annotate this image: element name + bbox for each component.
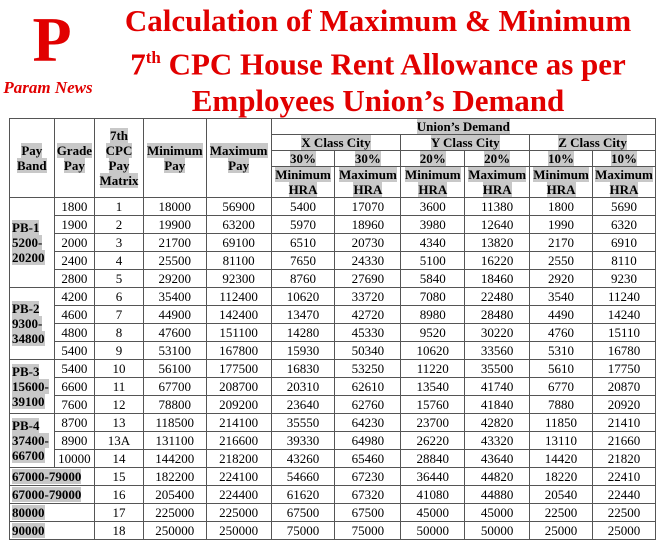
table-cell: 22410 [592,468,655,486]
table-row [10,306,656,324]
table-cell: 15930 [271,342,335,360]
table-cell: 167800 [206,342,271,360]
table-cell: 7880 [530,396,593,414]
table-cell: 53100 [143,342,206,360]
header-rate: 20% [401,151,465,167]
header-maximum-pay: Maximum Pay [206,119,271,198]
table-cell: 214100 [206,414,271,432]
table-cell: 35550 [271,414,335,432]
table-cell: 30220 [465,324,530,342]
table-cell: 112400 [206,288,271,306]
table-cell: 11240 [592,288,655,306]
header-min-hra: Minimum HRA [401,167,465,198]
table-cell: 13110 [530,432,593,450]
header-rate: 30% [271,151,335,167]
table-cell: 3 [95,234,144,252]
header-minimum-pay: Minimum Pay [143,119,206,198]
table-cell: 41840 [465,396,530,414]
table-cell: 250000 [206,522,271,540]
table-cell: 43640 [465,450,530,468]
table-cell: 6770 [530,378,593,396]
pay-band-label: 80000 [10,504,95,522]
table-cell: 5100 [401,252,465,270]
table-cell: 45000 [465,504,530,522]
logo-letter: P [32,4,72,75]
table-cell: 22440 [592,486,655,504]
title-line-3: Employees Union’s Demand [191,83,565,119]
header-pay-matrix: 7th CPC Pay Matrix [95,119,144,198]
table-cell: 25500 [143,252,206,270]
table-cell: 4 [95,252,144,270]
table-row [10,234,656,252]
table-cell: 25000 [592,522,655,540]
table-cell: 50340 [335,342,401,360]
table-row [10,486,656,504]
table-cell: 8110 [592,252,655,270]
table-cell: 2000 [54,234,95,252]
table-cell: 18960 [335,216,401,234]
table-cell: 9230 [592,270,655,288]
table-cell: 10620 [271,288,335,306]
table-cell: 1800 [530,198,593,216]
table-cell: 67230 [335,468,401,486]
table-cell: 23700 [401,414,465,432]
table-cell: 21410 [592,414,655,432]
table-cell: 10 [95,360,144,378]
table-cell: 75000 [335,522,401,540]
header-max-hra: Maximum HRA [465,167,530,198]
table-cell: 1990 [530,216,593,234]
table-cell: 64230 [335,414,401,432]
header-rate: 10% [592,151,655,167]
table-row [10,432,656,450]
table-cell: 12640 [465,216,530,234]
table-cell: 81100 [206,252,271,270]
table-row [10,270,656,288]
table-cell: 21700 [143,234,206,252]
title-line-1: Calculation of Maximum & Minimum [124,3,632,38]
table-cell: 29200 [143,270,206,288]
table-cell: 3600 [401,198,465,216]
table-cell: 5400 [271,198,335,216]
table-cell: 62610 [335,378,401,396]
header-rate: 10% [530,151,593,167]
table-cell: 224400 [206,486,271,504]
table-cell: 45330 [335,324,401,342]
table-cell: 1800 [54,198,95,216]
table-cell: 41080 [401,486,465,504]
table-row [10,396,656,414]
table-cell: 61620 [271,486,335,504]
table-row [10,378,656,396]
table-cell: 8760 [271,270,335,288]
table-cell: 67500 [335,504,401,522]
table-cell: 17 [95,504,144,522]
table-cell: 28480 [465,306,530,324]
table-cell: 250000 [143,522,206,540]
table-row [10,522,656,540]
table-row [10,252,656,270]
table-cell: 42820 [465,414,530,432]
table-cell: 11220 [401,360,465,378]
table-cell: 62760 [335,396,401,414]
table-cell: 23640 [271,396,335,414]
table-cell: 44820 [465,468,530,486]
pay-band-label: 67000-79000 [10,468,95,486]
table-cell: 63200 [206,216,271,234]
table-cell: 3980 [401,216,465,234]
table-cell: 92300 [206,270,271,288]
table-cell: 6600 [54,378,95,396]
table-cell: 10000 [54,450,95,468]
table-cell: 4800 [54,324,95,342]
table-cell: 27690 [335,270,401,288]
table-row [10,360,656,378]
table-cell: 78800 [143,396,206,414]
table-cell: 208700 [206,378,271,396]
header-rate: 30% [335,151,401,167]
table-cell: 11850 [530,414,593,432]
table-cell: 4490 [530,306,593,324]
table-cell: 7 [95,306,144,324]
table-cell: 21820 [592,450,655,468]
table-cell: 18460 [465,270,530,288]
table-cell: 21660 [592,432,655,450]
table-row [10,324,656,342]
table-cell: 56100 [143,360,206,378]
table-cell: 131100 [143,432,206,450]
table-cell: 225000 [143,504,206,522]
table-cell: 8980 [401,306,465,324]
table-cell: 5310 [530,342,593,360]
table-cell: 182200 [143,468,206,486]
table-cell: 20920 [592,396,655,414]
table-cell: 16 [95,486,144,504]
table-cell: 22500 [530,504,593,522]
table-cell: 20870 [592,378,655,396]
table-cell: 53250 [335,360,401,378]
table-cell: 6510 [271,234,335,252]
header-max-hra: Maximum HRA [592,167,655,198]
header-pay-band: Pay Band [10,119,55,198]
table-cell: 11380 [465,198,530,216]
table-cell: 75000 [271,522,335,540]
table-cell: 6320 [592,216,655,234]
table-cell: 8700 [54,414,95,432]
table-cell: 2920 [530,270,593,288]
table-cell: 16220 [465,252,530,270]
header-max-hra: Maximum HRA [335,167,401,198]
table-cell: 5 [95,270,144,288]
table-cell: 13470 [271,306,335,324]
page-title [98,2,658,119]
table-cell: 67320 [335,486,401,504]
table-cell: 39330 [271,432,335,450]
table-cell: 4340 [401,234,465,252]
table-cell: 20310 [271,378,335,396]
table-cell: 4760 [530,324,593,342]
header-min-hra: Minimum HRA [271,167,335,198]
header-union-demand: Union’s Demand [271,119,655,135]
table-cell: 41740 [465,378,530,396]
table-cell: 15 [95,468,144,486]
table-cell: 218200 [206,450,271,468]
table-row [10,288,656,306]
table-row [10,198,656,216]
pay-band-label: 67000-79000 [10,486,95,504]
header-z-city: Z Class City [530,135,656,151]
table-cell: 20730 [335,234,401,252]
table-cell: 18220 [530,468,593,486]
table-cell: 14420 [530,450,593,468]
table-row [10,342,656,360]
table-cell: 14240 [592,306,655,324]
table-cell: 216600 [206,432,271,450]
table-cell: 15110 [592,324,655,342]
table-cell: 6910 [592,234,655,252]
table-cell: 13540 [401,378,465,396]
table-cell: 224100 [206,468,271,486]
table-cell: 47600 [143,324,206,342]
table-cell: 54660 [271,468,335,486]
table-body [10,198,656,540]
table-cell: 69100 [206,234,271,252]
table-row [10,450,656,468]
table-cell: 11 [95,378,144,396]
table-cell: 9520 [401,324,465,342]
hra-table [9,118,656,540]
table-cell: 67700 [143,378,206,396]
table-row [10,216,656,234]
table-cell: 24330 [335,252,401,270]
table-cell: 33560 [465,342,530,360]
table-row [10,468,656,486]
table-cell: 43320 [465,432,530,450]
pay-band-label: 90000 [10,522,95,540]
table-cell: 15760 [401,396,465,414]
table-cell: 3540 [530,288,593,306]
table-cell: 1900 [54,216,95,234]
table-cell: 20540 [530,486,593,504]
table-cell: 7080 [401,288,465,306]
table-cell: 17750 [592,360,655,378]
table-cell: 65460 [335,450,401,468]
table-cell: 177500 [206,360,271,378]
table-cell: 2550 [530,252,593,270]
table-cell: 7600 [54,396,95,414]
pay-band-label: PB-3 15600-39100 [10,360,55,414]
table-cell: 17070 [335,198,401,216]
title-line-2: 7th CPC House Rent Allowance as per [130,46,626,82]
table-cell: 18 [95,522,144,540]
table-cell: 13A [95,432,144,450]
table-cell: 5840 [401,270,465,288]
pay-band-label: PB-1 5200-20200 [10,198,55,288]
table-cell: 2800 [54,270,95,288]
table-cell: 5400 [54,342,95,360]
table-cell: 118500 [143,414,206,432]
table-cell: 50000 [465,522,530,540]
table-cell: 44880 [465,486,530,504]
table-cell: 64980 [335,432,401,450]
table-cell: 22480 [465,288,530,306]
table-cell: 4200 [54,288,95,306]
header-x-city: X Class City [271,135,401,151]
table-cell: 151100 [206,324,271,342]
table-cell: 1 [95,198,144,216]
table-cell: 5970 [271,216,335,234]
table-cell: 5690 [592,198,655,216]
table-cell: 7650 [271,252,335,270]
table-cell: 16830 [271,360,335,378]
table-cell: 8900 [54,432,95,450]
table-cell: 142400 [206,306,271,324]
table-cell: 12 [95,396,144,414]
table-cell: 33720 [335,288,401,306]
table-cell: 14280 [271,324,335,342]
table-cell: 22500 [592,504,655,522]
table-cell: 67500 [271,504,335,522]
table-cell: 9 [95,342,144,360]
header-min-hra: Minimum HRA [530,167,593,198]
table-cell: 2400 [54,252,95,270]
table-cell: 144200 [143,450,206,468]
table-cell: 36440 [401,468,465,486]
header-y-city: Y Class City [401,135,530,151]
table-cell: 25000 [530,522,593,540]
header-grade-pay: Grade Pay [54,119,95,198]
table-cell: 14 [95,450,144,468]
table-cell: 13 [95,414,144,432]
table-cell: 44900 [143,306,206,324]
table-cell: 43260 [271,450,335,468]
table-cell: 10620 [401,342,465,360]
table-cell: 16780 [592,342,655,360]
table-cell: 209200 [206,396,271,414]
table-cell: 205400 [143,486,206,504]
logo-name: Param News [3,78,93,97]
table-cell: 45000 [401,504,465,522]
param-news-logo [2,4,94,108]
table-cell: 18000 [143,198,206,216]
table-cell: 4600 [54,306,95,324]
table-cell: 13820 [465,234,530,252]
table-cell: 26220 [401,432,465,450]
table-cell: 28840 [401,450,465,468]
table-cell: 35500 [465,360,530,378]
table-cell: 2 [95,216,144,234]
table-cell: 35400 [143,288,206,306]
table-cell: 2170 [530,234,593,252]
table-cell: 50000 [401,522,465,540]
table-cell: 6 [95,288,144,306]
pay-band-label: PB-4 37400-66700 [10,414,55,468]
table-cell: 42720 [335,306,401,324]
table-cell: 225000 [206,504,271,522]
pay-band-label: PB-2 9300-34800 [10,288,55,360]
table-row [10,504,656,522]
table-cell: 19900 [143,216,206,234]
table-cell: 56900 [206,198,271,216]
table-cell: 5610 [530,360,593,378]
table-cell: 5400 [54,360,95,378]
header-rate: 20% [465,151,530,167]
table-row [10,414,656,432]
table-cell: 8 [95,324,144,342]
